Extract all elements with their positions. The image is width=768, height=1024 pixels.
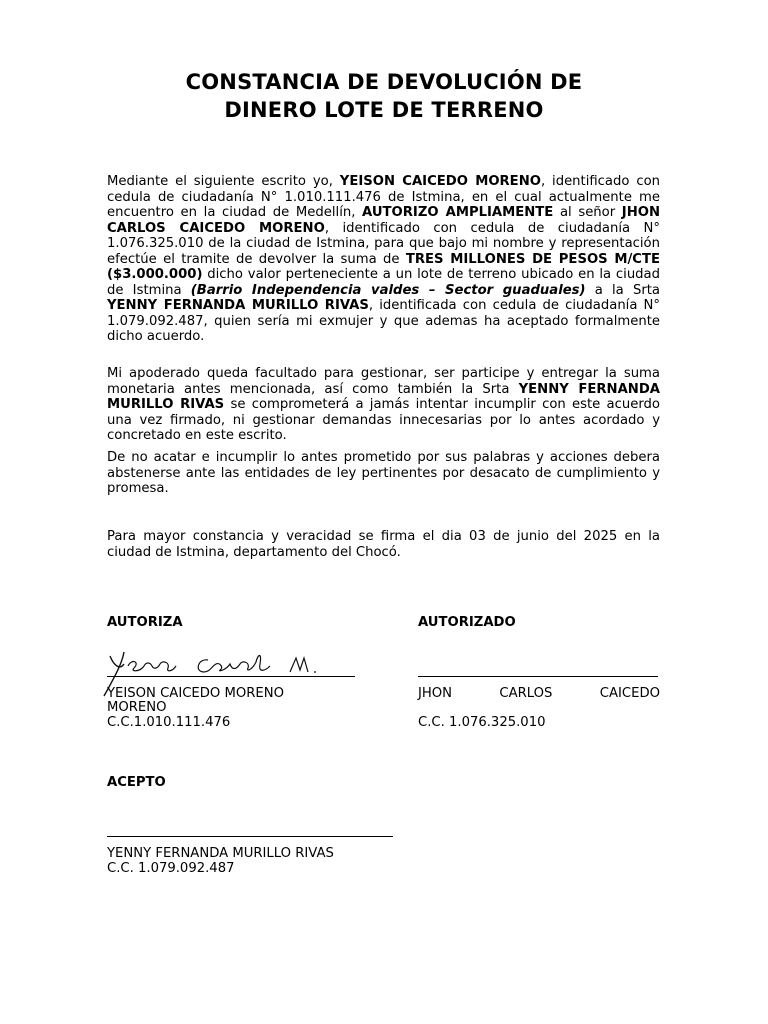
autoriza-name: YEISON CAICEDO MORENO: [107, 686, 284, 701]
p3-text: De no acatar e incumplir lo antes prometido por sus palabras y acciones debera abstenerse ante las entidades de ley pertinentes por desacato de cumplimiento y promesa.: [107, 450, 660, 496]
document-title: [0, 68, 768, 124]
title-line-2: DINERO LOTE DE TERRENO: [224, 98, 544, 122]
p1-text-3: al señor: [553, 205, 622, 220]
p2-recipient-name: YENNY FERNANDA MURILLO RIVAS: [107, 381, 660, 412]
paragraph-signing-date: [107, 529, 660, 560]
acepto-cc: C.C. 1.079.092.487: [107, 861, 235, 876]
p1-authorizes: AUTORIZO AMPLIAMENTE: [362, 205, 554, 220]
autoriza-name-continued: MORENO: [107, 700, 167, 715]
autoriza-cc: C.C.1.010.111.476: [107, 715, 231, 730]
autoriza-label: AUTORIZA: [107, 615, 183, 630]
p1-grantee-name: JHON CARLOS CAICEDO MORENO: [107, 205, 660, 236]
p1-location: (Barrio Independencia valdes – Sector guaduales): [190, 282, 586, 298]
paragraph-penalty: [107, 450, 660, 497]
autorizado-name-word-1: JHON: [418, 686, 453, 701]
p1-text-2: , identificado con cedula de ciudadanía N° 1.010.111.476 de Istmina, en el cual actualmente me encuentro en la ciudad de Medellín,: [107, 174, 661, 220]
p1-text-6: a la Srta: [585, 282, 661, 298]
paragraph-authorization: [107, 174, 660, 345]
autorizado-name-word-2: CARLOS: [499, 686, 553, 701]
autorizado-name-word-3: CAICEDO: [599, 686, 660, 701]
p1-recipient-name: YENNY FERNANDA MURILLO RIVAS: [107, 298, 369, 313]
paragraph-powers: [107, 366, 660, 444]
acepto-label: ACEPTO: [107, 775, 166, 790]
signature-line-acepto: [107, 836, 393, 837]
p1-text-7: , identificada con cedula de ciudadanía N° 1.079.092.487, quien sería mi exmujer y que ademas ha aceptado formalmente dicho acuerdo.: [107, 298, 661, 344]
p1-grantor-name: YEISON CAICEDO MORENO: [339, 174, 541, 189]
p1-text-4: , identificado con cedula de ciudadanía N° 1.076.325.010 de la ciudad de Istmina, para que bajo mi nombre y representación efectúe el tramite de devolver la suma de: [107, 220, 660, 267]
p2-text-1: Mi apoderado queda facultado para gestionar, ser participe y entregar la suma monetaria antes mencionada, así como también la Srta: [107, 366, 660, 397]
autorizado-cc: C.C. 1.076.325.010: [418, 715, 546, 730]
autorizado-label: AUTORIZADO: [418, 615, 516, 630]
p2-text-2: se comprometerá a jamás intentar incumplir con este acuerdo una vez firmado, ni gestionar demandas innecesarias por lo antes acordado y concretado en este escrito.: [107, 397, 660, 443]
autorizado-name: [418, 686, 660, 701]
p1-text-1: Mediante el siguiente escrito yo,: [107, 174, 340, 189]
p1-amount: TRES MILLONES DE PESOS M/CTE ($3.000.000): [107, 251, 660, 282]
p4-text: Para mayor constancia y veracidad se firma el dia 03 de junio del 2025 en la ciudad de Istmina, departamento del Chocó.: [107, 529, 660, 560]
signature-line-autoriza: [107, 676, 355, 677]
title-line-1: CONSTANCIA DE DEVOLUCIÓN DE: [185, 70, 583, 94]
p1-text-5: dicho valor perteneciente a un lote de terreno ubicado en la ciudad de Istmina: [107, 267, 660, 298]
acepto-name: YENNY FERNANDA MURILLO RIVAS: [107, 846, 334, 861]
signature-line-autorizado: [418, 676, 658, 677]
